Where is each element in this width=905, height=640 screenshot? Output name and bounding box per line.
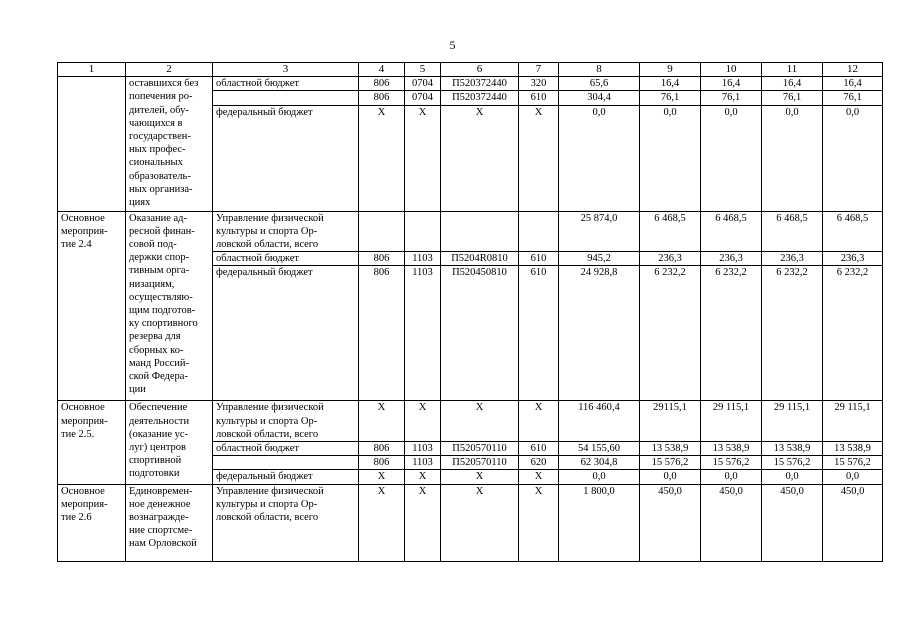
- funding-source-cell: федеральный бюджет: [213, 105, 359, 211]
- event-code-cell: Основное мероприя- тие 2.5.: [58, 401, 126, 484]
- cell: Х: [405, 470, 441, 484]
- cell: Х: [359, 470, 405, 484]
- cell: 76,1: [701, 91, 762, 105]
- budget-table: [57, 62, 883, 562]
- cell: 6 232,2: [762, 266, 823, 401]
- funding-source-cell: [213, 456, 359, 470]
- cell: 806: [359, 91, 405, 105]
- cell: 620: [519, 456, 559, 470]
- cell: 236,3: [762, 252, 823, 266]
- table-row: [58, 77, 883, 91]
- funding-source-cell: областной бюджет: [213, 77, 359, 91]
- cell: 16,4: [762, 77, 823, 91]
- cell: 450,0: [762, 484, 823, 561]
- cell: 13 538,9: [823, 442, 883, 456]
- cell: 54 155,60: [559, 442, 640, 456]
- cell: 29 115,1: [701, 401, 762, 442]
- cell: 450,0: [640, 484, 701, 561]
- cell: 236,3: [701, 252, 762, 266]
- cell: Х: [359, 484, 405, 561]
- cell: 610: [519, 266, 559, 401]
- cell: Х: [405, 484, 441, 561]
- cell: 0,0: [559, 470, 640, 484]
- cell: 6 468,5: [640, 211, 701, 252]
- cell: П520372440: [441, 77, 519, 91]
- cell: Х: [441, 484, 519, 561]
- cell: 15 576,2: [762, 456, 823, 470]
- cell: 1103: [405, 266, 441, 401]
- cell: 806: [359, 252, 405, 266]
- cell: 236,3: [823, 252, 883, 266]
- column-header: 1: [58, 63, 126, 77]
- funding-source-cell: областной бюджет: [213, 252, 359, 266]
- cell: 0704: [405, 77, 441, 91]
- event-code-cell: [58, 77, 126, 211]
- cell: Х: [441, 401, 519, 442]
- cell: 610: [519, 252, 559, 266]
- cell: 0,0: [762, 470, 823, 484]
- cell: 76,1: [823, 91, 883, 105]
- column-header: 3: [213, 63, 359, 77]
- cell: [359, 211, 405, 252]
- column-header: 6: [441, 63, 519, 77]
- cell: 806: [359, 442, 405, 456]
- funding-source-cell: Управление физической культуры и спорта Ор- ловской области, всего: [213, 211, 359, 252]
- table-row: [58, 211, 883, 252]
- cell: 15 576,2: [701, 456, 762, 470]
- column-header: 7: [519, 63, 559, 77]
- column-header: 11: [762, 63, 823, 77]
- cell: 945,2: [559, 252, 640, 266]
- cell: Х: [405, 105, 441, 211]
- column-header: 10: [701, 63, 762, 77]
- event-code-cell: Основное мероприя- тие 2.4: [58, 211, 126, 401]
- event-name-cell: Обеспечение деятельности (оказание ус- луг) центров спортивной подготовки: [126, 401, 213, 484]
- funding-source-cell: [213, 91, 359, 105]
- funding-source-cell: Управление физической культуры и спорта Ор- ловской области, всего: [213, 484, 359, 561]
- cell: 16,4: [823, 77, 883, 91]
- cell: Х: [405, 401, 441, 442]
- column-header-row: [58, 63, 883, 77]
- cell: 25 874,0: [559, 211, 640, 252]
- cell: [519, 211, 559, 252]
- event-name-cell: Оказание ад- ресной финан- совой под- держки спор- тивным орга- низациям, осуществляю- щим подготов- ку спортивного резерва для сборных ко- манд Россий- ской Федера- ции: [126, 211, 213, 401]
- cell: 806: [359, 456, 405, 470]
- cell: 450,0: [701, 484, 762, 561]
- funding-source-cell: федеральный бюджет: [213, 266, 359, 401]
- cell: [405, 211, 441, 252]
- cell: П520372440: [441, 91, 519, 105]
- cell: 6 232,2: [823, 266, 883, 401]
- cell: 76,1: [640, 91, 701, 105]
- cell: Х: [519, 484, 559, 561]
- cell: 0,0: [762, 105, 823, 211]
- cell: Х: [441, 470, 519, 484]
- cell: 610: [519, 442, 559, 456]
- cell: 6 468,5: [823, 211, 883, 252]
- cell: 6 232,2: [640, 266, 701, 401]
- cell: 29115,1: [640, 401, 701, 442]
- cell: 13 538,9: [762, 442, 823, 456]
- cell: Х: [519, 470, 559, 484]
- cell: П520570110: [441, 442, 519, 456]
- cell: Х: [359, 105, 405, 211]
- cell: [441, 211, 519, 252]
- cell: 304,4: [559, 91, 640, 105]
- funding-source-cell: федеральный бюджет: [213, 470, 359, 484]
- cell: 6 468,5: [701, 211, 762, 252]
- cell: 29 115,1: [823, 401, 883, 442]
- cell: 0,0: [701, 105, 762, 211]
- cell: 6 468,5: [762, 211, 823, 252]
- cell: Х: [519, 105, 559, 211]
- cell: 76,1: [762, 91, 823, 105]
- cell: П520570110: [441, 456, 519, 470]
- cell: 65,6: [559, 77, 640, 91]
- funding-source-cell: областной бюджет: [213, 442, 359, 456]
- cell: 16,4: [701, 77, 762, 91]
- column-header: 9: [640, 63, 701, 77]
- cell: П5204R0810: [441, 252, 519, 266]
- event-name-cell: Единовремен- ное денежное вознагражде- ние спортсме- нам Орловской: [126, 484, 213, 561]
- cell: 13 538,9: [640, 442, 701, 456]
- cell: 0,0: [823, 105, 883, 211]
- cell: 15 576,2: [823, 456, 883, 470]
- cell: 29 115,1: [762, 401, 823, 442]
- cell: 610: [519, 91, 559, 105]
- column-header: 2: [126, 63, 213, 77]
- column-header: 12: [823, 63, 883, 77]
- column-header: 8: [559, 63, 640, 77]
- cell: 806: [359, 77, 405, 91]
- cell: Х: [519, 401, 559, 442]
- column-header: 4: [359, 63, 405, 77]
- funding-source-cell: Управление физической культуры и спорта Ор- ловской области, всего: [213, 401, 359, 442]
- table-row: [58, 401, 883, 442]
- cell: 806: [359, 266, 405, 401]
- cell: 450,0: [823, 484, 883, 561]
- cell: 15 576,2: [640, 456, 701, 470]
- cell: 1103: [405, 252, 441, 266]
- column-header: 5: [405, 63, 441, 77]
- cell: 0,0: [823, 470, 883, 484]
- event-name-cell: оставшихся без попечения ро- дителей, обу- чающихся в государствен- ных профес- сиональных образователь- ных организа- циях: [126, 77, 213, 211]
- cell: 320: [519, 77, 559, 91]
- cell: Х: [441, 105, 519, 211]
- cell: 0,0: [559, 105, 640, 211]
- table-row: [58, 484, 883, 561]
- cell: 1103: [405, 456, 441, 470]
- cell: 0704: [405, 91, 441, 105]
- cell: 1103: [405, 442, 441, 456]
- cell: 0,0: [640, 470, 701, 484]
- page-number: 5: [449, 38, 456, 52]
- cell: 6 232,2: [701, 266, 762, 401]
- event-code-cell: Основное мероприя- тие 2.6: [58, 484, 126, 561]
- cell: Х: [359, 401, 405, 442]
- cell: 62 304,8: [559, 456, 640, 470]
- cell: 13 538,9: [701, 442, 762, 456]
- cell: П520450810: [441, 266, 519, 401]
- cell: 24 928,8: [559, 266, 640, 401]
- cell: 116 460,4: [559, 401, 640, 442]
- cell: 0,0: [701, 470, 762, 484]
- cell: 16,4: [640, 77, 701, 91]
- cell: 236,3: [640, 252, 701, 266]
- cell: 0,0: [640, 105, 701, 211]
- cell: 1 800,0: [559, 484, 640, 561]
